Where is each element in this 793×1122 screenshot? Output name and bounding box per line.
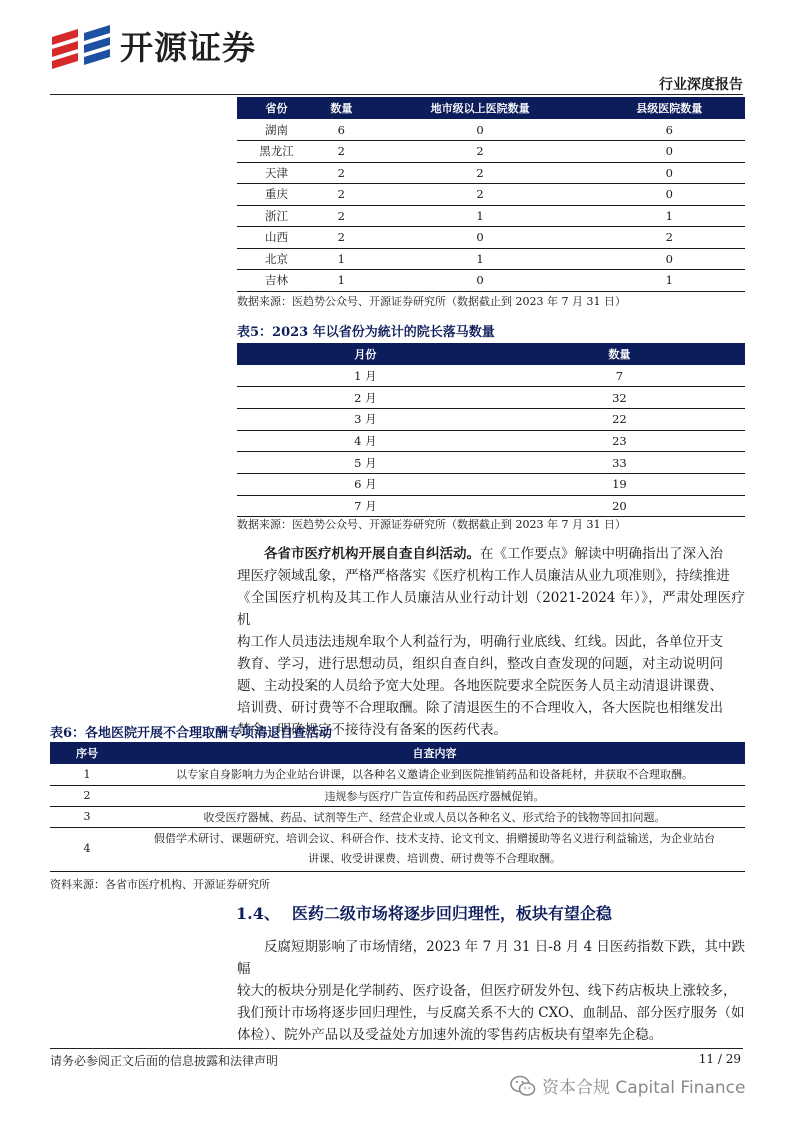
table5-source: 数据来源：医趋势公众号、开源证券研究所（数据截止到 2023 年 7 月 31 日）	[237, 518, 626, 531]
table-row	[237, 141, 745, 163]
table-header-row	[237, 343, 745, 365]
table-cell: 浙江	[237, 205, 316, 227]
cell-line: 假借学术研讨、课题研究、培训会议、科研合作、技术支持、论文刊文、捐赠援助等名义进行利益输送，为企业站台	[154, 832, 715, 845]
para-line: 《全国医疗机构及其工作人员廉洁从业行动计划（2021-2024 年）》，严肃处理医疗机	[237, 590, 745, 628]
table-cell: 6 月	[237, 473, 494, 495]
col-header: 县级医院数量	[594, 97, 745, 119]
table-cell: 1	[316, 270, 366, 292]
table-cell: 2	[316, 205, 366, 227]
table-row	[50, 806, 745, 827]
table-cell: 2	[50, 785, 124, 806]
table-cell: 2	[316, 162, 366, 184]
company-name: 开源证券	[120, 28, 256, 67]
table-cell: 天津	[237, 162, 316, 184]
table-cell: 20	[494, 495, 745, 517]
para-line: 构工作人员违法违规牟取个人利益行为，明确行业底线、红线。因此，各单位开支	[237, 634, 723, 650]
table-cell: 违规参与医疗广告宣传和药品医疗器械促销。	[124, 785, 745, 806]
table-cell: 1	[367, 248, 594, 270]
header-divider	[50, 94, 743, 95]
para-line: 在《工作要点》解读中明确指出了深入治	[480, 546, 723, 562]
table-row	[237, 162, 745, 184]
table6-source: 资料来源：各省市医疗机构、开源证券研究所	[50, 878, 270, 891]
para-line: 题、主动投案的人员给予宽大处理。各地医院要求全院医务人员主动清退讲课费、	[237, 678, 723, 694]
table-cell: 吉林	[237, 270, 316, 292]
table-cell: 4 月	[237, 430, 494, 452]
para-line: 禁令，明确规定不接待没有备案的医药代表。	[237, 722, 507, 738]
table-row	[237, 248, 745, 270]
table-cell: 0	[594, 162, 745, 184]
table-cell: 0	[367, 270, 594, 292]
table-row	[237, 227, 745, 249]
page-number: 11 / 29	[698, 1052, 741, 1066]
table-row	[237, 430, 745, 452]
table-cell: 7	[494, 365, 745, 387]
table-cell: 4	[50, 827, 124, 871]
table-cell: 5 月	[237, 452, 494, 474]
table-cell: 1	[316, 248, 366, 270]
table-row	[237, 495, 745, 517]
table-cell: 3	[50, 806, 124, 827]
table-cell: 0	[367, 119, 594, 141]
table-row	[237, 452, 745, 474]
table-row	[237, 365, 745, 387]
table-cell: 1	[594, 205, 745, 227]
table-cell: 北京	[237, 248, 316, 270]
report-type: 行业深度报告	[659, 77, 743, 93]
table-cell: 1 月	[237, 365, 494, 387]
para-line: 较大的板块分别是化学制药、医疗设备，但医疗研发外包、线下药店板块上涨较多，	[237, 983, 737, 999]
table-cell: 19	[494, 473, 745, 495]
col-header: 地市级以上医院数量	[367, 97, 594, 119]
table-cell: 以专家自身影响力为企业站台讲课，以各种名义邀请企业到医院推销药品和设备耗材，并获取不合理取酬。	[124, 764, 745, 785]
section-heading	[236, 901, 624, 924]
table5-caption: 表5：2023 年以省份为統计的院长落马数量	[237, 325, 495, 340]
wechat-icon	[510, 1075, 536, 1097]
table-cell: 2	[367, 162, 594, 184]
table-cell: 23	[494, 430, 745, 452]
table6-caption: 表6：各地医院开展不合理取酬专项清退自查活动	[50, 726, 333, 741]
table-cell: 22	[494, 408, 745, 430]
table-cell: 7 月	[237, 495, 494, 517]
table-row	[237, 119, 745, 141]
table-row	[237, 387, 745, 409]
table-row	[237, 473, 745, 495]
section-title: 医药二级市场将逐步回归理性，板块有望企稳	[291, 904, 612, 923]
table-header-row	[50, 742, 745, 764]
table-row	[237, 205, 745, 227]
paragraph-market	[237, 936, 745, 1046]
table-cell: 0	[594, 248, 745, 270]
table-cell: 0	[594, 184, 745, 206]
table-row	[237, 270, 745, 292]
table-cell: 重庆	[237, 184, 316, 206]
table-cell	[124, 827, 745, 871]
table-cell: 1	[594, 270, 745, 292]
col-header: 序号	[50, 742, 124, 764]
table-header-row	[237, 97, 745, 119]
table-cell: 2	[316, 141, 366, 163]
para-line: 体检）、院外产品以及受益处方加速外流的零售药店板块有望率先企稳。	[237, 1027, 663, 1043]
para-line: 教育、学习，进行思想动员，组织自查自纠，整改自查发现的问题，对主动说明问	[237, 656, 723, 672]
table-cell: 2	[367, 141, 594, 163]
paragraph-self-inspection	[237, 543, 745, 741]
table-cell: 湖南	[237, 119, 316, 141]
watermark	[510, 1073, 745, 1098]
table-cell: 山西	[237, 227, 316, 249]
table-cell: 32	[494, 387, 745, 409]
watermark-text: 资本合规 Capital Finance	[542, 1078, 746, 1098]
footer-divider	[50, 1048, 743, 1049]
table-cell: 2 月	[237, 387, 494, 409]
table-cell: 0	[594, 141, 745, 163]
cell-line: 讲课、收受讲课费、培训费、研讨费等不合理取酬。	[308, 852, 561, 865]
para-line: 培训费、研讨费等不合理取酬。除了清退医生的不合理收入，各大医院也相继发出	[237, 700, 723, 716]
para-line: 我们预计市场将逐步回归理性，与反腐关系不大的 CXO、血制品、部分医疗服务（如	[237, 1005, 745, 1021]
para-line: 反腐短期影响了市场情绪，2023 年 7 月 31 日-8 月 4 日医药指数下跌，其中跌幅	[237, 939, 745, 977]
province-table	[237, 97, 745, 292]
para-lead: 各省市医疗机构开展自查自纠活动。	[264, 546, 480, 562]
col-header: 数量	[494, 343, 745, 365]
table-cell: 6	[594, 119, 745, 141]
table-cell: 2	[594, 227, 745, 249]
col-header: 省份	[237, 97, 316, 119]
table-cell: 6	[316, 119, 366, 141]
table-row	[50, 827, 745, 871]
section-number: 1.4、	[236, 904, 280, 923]
table-row	[237, 408, 745, 430]
footer-disclaimer: 请务必参阅正文后面的信息披露和法律声明	[50, 1054, 279, 1068]
table-cell: 2	[367, 184, 594, 206]
table4-source: 数据来源：医趋势公众号、开源证券研究所（数据截止到 2023 年 7 月 31 日）	[237, 295, 626, 308]
table-cell: 1	[367, 205, 594, 227]
table-cell: 收受医疗器械、药品、试剂等生产、经营企业或人员以各种名义、形式给予的钱物等回扣问题。	[124, 806, 745, 827]
table-cell: 1	[50, 764, 124, 785]
table-cell: 3 月	[237, 408, 494, 430]
table-cell: 2	[316, 184, 366, 206]
logo-mark-icon	[50, 23, 112, 69]
table-cell: 33	[494, 452, 745, 474]
col-header: 月份	[237, 343, 494, 365]
table-cell: 0	[367, 227, 594, 249]
table-cell: 黑龙江	[237, 141, 316, 163]
col-header: 自查内容	[124, 742, 745, 764]
monthly-table	[237, 343, 745, 517]
table-row	[50, 785, 745, 806]
table-cell: 2	[316, 227, 366, 249]
self-inspection-table	[50, 742, 745, 872]
para-line: 理医疗领域乱象，严格严格落实《医疗机构工作人员廉洁从业九项准则》，持续推进	[237, 568, 730, 584]
company-logo	[50, 22, 256, 69]
table-row	[50, 764, 745, 785]
col-header: 数量	[316, 97, 366, 119]
table-row	[237, 184, 745, 206]
